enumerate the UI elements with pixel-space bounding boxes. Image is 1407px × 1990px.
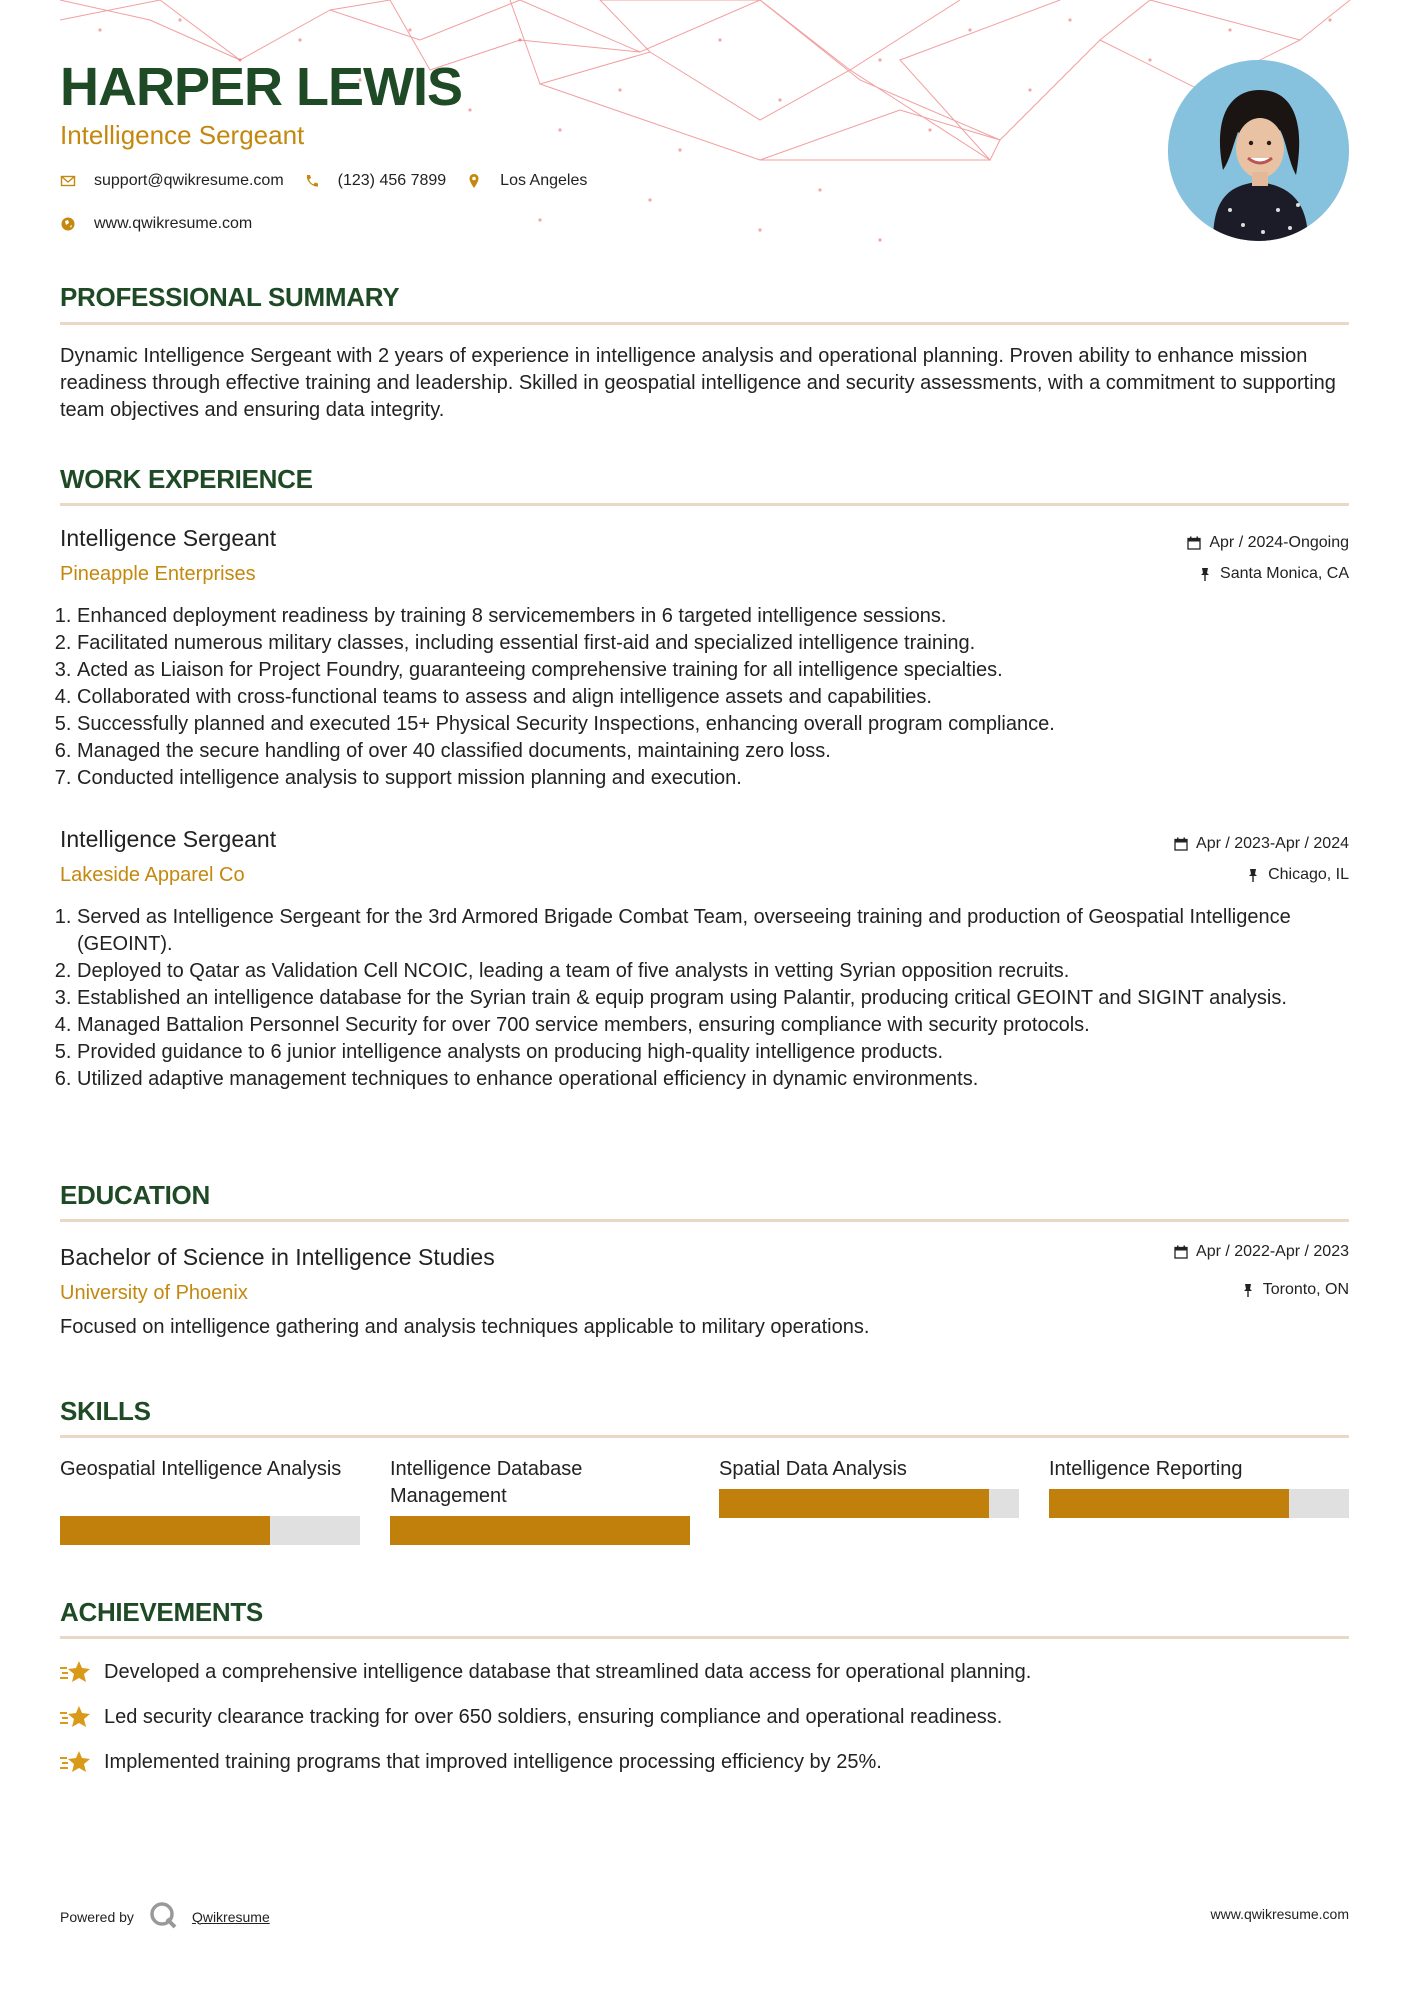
powered-by-label: Powered by	[60, 1908, 134, 1925]
achievement-item	[60, 1703, 1002, 1731]
footer-website[interactable]: www.qwikresume.com	[1210, 1906, 1349, 1922]
skill-level-fill	[719, 1489, 989, 1518]
section-divider	[60, 1219, 1349, 1222]
job-title: Intelligence Sergeant	[60, 826, 277, 852]
bullet-item: 2. Deployed to Qatar as Validation Cell NCOIC, leading a team of five analysts in vetting Syrian opposition recruits.	[77, 958, 1366, 985]
skill-name: Intelligence Reporting	[1049, 1458, 1243, 1480]
profile-photo	[1168, 60, 1349, 241]
bullet-item: 6. Managed the secure handling of over 40 classified documents, maintaining zero loss.	[77, 738, 1366, 765]
pushpin-icon	[1241, 1283, 1255, 1297]
pushpin-icon	[1246, 868, 1260, 882]
email-text: support@qwikresume.com	[94, 172, 284, 189]
section-divider	[60, 1435, 1349, 1438]
website-text: www.qwikresume.com	[94, 215, 253, 232]
skill-item	[1049, 1456, 1349, 1518]
section-divider	[60, 503, 1349, 506]
candidate-role: Intelligence Sergeant	[60, 120, 305, 150]
skill-bar	[719, 1489, 1019, 1518]
qwikresume-link[interactable]: Qwikresume	[191, 1908, 270, 1925]
job-location	[1246, 866, 1349, 884]
skill-item	[719, 1456, 1019, 1518]
section-divider	[60, 322, 1349, 325]
candidate-name: HARPER LEWIS	[60, 57, 463, 117]
globe-icon	[60, 216, 76, 232]
skill-item	[60, 1456, 360, 1545]
footer-powered-by	[60, 1900, 270, 1933]
bullet-item: 7. Conducted intelligence analysis to support mission planning and execution.	[77, 765, 1366, 792]
section-title-education: EDUCATION	[60, 1180, 210, 1210]
star-achievement-icon	[60, 1748, 92, 1776]
achievement-item	[60, 1658, 1031, 1686]
achievement-text: Developed a comprehensive intelligence database that streamlined data access for operational planning.	[104, 1660, 1032, 1683]
bullet-item: 4. Managed Battalion Personnel Security for over 700 service members, ensuring compliance with security protocols.	[77, 1012, 1366, 1039]
bullet-item: 5. Successfully planned and executed 15+ Physical Security Inspections, enhancing overall program compliance.	[77, 711, 1366, 738]
skill-bar	[390, 1516, 690, 1545]
degree-title: Bachelor of Science in Intelligence Studies	[60, 1244, 495, 1270]
section-title-summary: PROFESSIONAL SUMMARY	[60, 282, 400, 312]
pushpin-icon	[1198, 567, 1212, 581]
skill-level-fill	[390, 1516, 690, 1545]
job-bullets	[60, 603, 1366, 792]
contact-row	[60, 172, 607, 190]
skill-name: Intelligence Database Management	[390, 1458, 583, 1507]
skill-bar	[1049, 1489, 1349, 1518]
bullet-item: 4. Collaborated with cross-functional teams to assess and align intelligence assets and capabilities.	[77, 684, 1366, 711]
qwikresume-logo-icon	[148, 1900, 178, 1933]
education-location-text: Toronto, ON	[1262, 1281, 1349, 1298]
section-divider	[60, 1636, 1349, 1639]
contact-phone[interactable]	[304, 172, 447, 190]
skill-level-fill	[60, 1516, 270, 1545]
contact-email[interactable]	[60, 172, 284, 190]
contact-row	[60, 215, 272, 233]
skill-bar	[60, 1516, 360, 1545]
achievement-item	[60, 1748, 882, 1776]
bullet-item: 6. Utilized adaptive management techniques to enhance operational efficiency in dynamic environments.	[77, 1066, 1366, 1093]
job-location	[1198, 565, 1349, 583]
section-title-achievements: ACHIEVEMENTS	[60, 1597, 263, 1627]
job-location-text: Santa Monica, CA	[1220, 565, 1349, 582]
contact-location	[466, 172, 587, 190]
education-dates-text: Apr / 2022-Apr / 2023	[1196, 1243, 1349, 1260]
job-dates-text: Apr / 2023-Apr / 2024	[1196, 835, 1349, 852]
section-title-experience: WORK EXPERIENCE	[60, 464, 313, 494]
contact-website[interactable]	[60, 215, 252, 233]
location-text: Los Angeles	[500, 172, 588, 189]
job-company: Lakeside Apparel Co	[60, 864, 245, 886]
achievement-text: Implemented training programs that improved intelligence processing efficiency by 25%.	[104, 1750, 882, 1773]
calendar-icon	[1174, 1245, 1188, 1259]
job-location-text: Chicago, IL	[1268, 866, 1349, 883]
skill-level-fill	[1049, 1489, 1289, 1518]
resume-page	[60, 0, 1349, 1990]
skill-item	[390, 1456, 690, 1545]
bullet-item: 2. Facilitated numerous military classes, including essential first-aid and specialized intelligence training.	[77, 630, 1366, 657]
job-dates-text: Apr / 2024-Ongoing	[1209, 534, 1349, 551]
education-location	[1241, 1281, 1349, 1299]
skill-name: Geospatial Intelligence Analysis	[60, 1458, 342, 1480]
education-dates	[1174, 1243, 1349, 1261]
envelope-icon	[60, 173, 76, 189]
skill-name: Spatial Data Analysis	[719, 1458, 907, 1480]
job-dates	[1187, 534, 1349, 552]
job-dates	[1174, 835, 1349, 853]
job-bullets	[60, 904, 1366, 1093]
achievement-text: Led security clearance tracking for over 650 soldiers, ensuring compliance and operational readiness.	[104, 1705, 1003, 1728]
map-pin-icon	[466, 173, 482, 189]
bullet-item: 5. Provided guidance to 6 junior intelligence analysts on producing high-quality intelligence products.	[77, 1039, 1366, 1066]
bullet-item: 3. Acted as Liaison for Project Foundry, guaranteeing comprehensive training for all intelligence specialties.	[77, 657, 1366, 684]
education-description: Focused on intelligence gathering and analysis techniques applicable to military operations.	[60, 1316, 870, 1338]
job-title: Intelligence Sergeant	[60, 525, 277, 551]
phone-text: (123) 456 7899	[337, 172, 447, 189]
star-achievement-icon	[60, 1658, 92, 1686]
phone-icon	[304, 173, 320, 189]
bullet-item: 1. Served as Intelligence Sergeant for the 3rd Armored Brigade Combat Team, overseeing training and production of Geospatial Intelligence (GEOINT).	[77, 904, 1366, 958]
summary-text: Dynamic Intelligence Sergeant with 2 years of experience in intelligence analysis and operational planning. Proven ability to enhance mission readiness through effective training and leadership. Skilled in geospatial intelligence and security assessments, with a commitment to supporting team objectives and ensuring data integrity.	[60, 345, 1336, 421]
section-title-skills: SKILLS	[60, 1396, 151, 1426]
job-company: Pineapple Enterprises	[60, 563, 256, 585]
bullet-item: 3. Established an intelligence database for the Syrian train & equip program using Palantir, producing critical GEOINT and SIGINT analysis.	[77, 985, 1366, 1012]
calendar-icon	[1174, 837, 1188, 851]
calendar-icon	[1187, 536, 1201, 550]
bullet-item: 1. Enhanced deployment readiness by training 8 servicemembers in 6 targeted intelligence sessions.	[77, 603, 1366, 630]
school-name: University of Phoenix	[60, 1282, 248, 1304]
star-achievement-icon	[60, 1703, 92, 1731]
